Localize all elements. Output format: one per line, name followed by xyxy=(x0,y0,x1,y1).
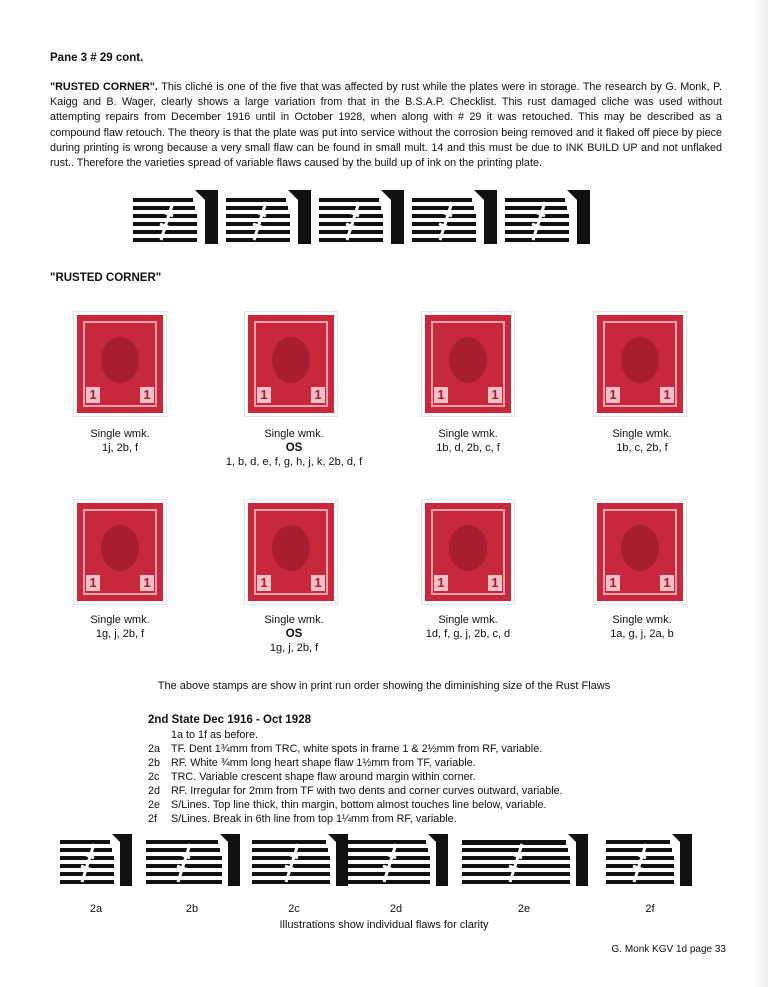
flaw-illustration xyxy=(319,190,404,244)
state-item: 2c TRC. Variable crescent shape flaw around margin within corner. xyxy=(148,771,476,783)
stamp-caption: Single wmk. 1b, d, 2b, c, f xyxy=(436,428,500,454)
intro-text: This cliché is one of the five that was affected by rust while the plates were in storage. The research by G. Monk, P. Kaigg and B. Wager, clearly shows a large variation from that in the B.S.A.P. Checklist. This rust damaged cliche was used without attempting repairs from December 1916 until in October 1928, when along with # 29 it was retouched. This may be described as a compound flaw retouch. The theory is that the plate was put into service without the corrosion being removed and it flaked off piece by piece during printing is wrong because a very small flaw can be found in small mult. 14 and this must be due to INK BUILD UP and not unflaked rust.. Therefore the varieties spread of variable flaws caused by the build up of ink on the printing plate. xyxy=(50,81,722,170)
stamp-image: 1 1 xyxy=(597,315,683,413)
illustrations-note: Illustrations show individual flaws for clarity xyxy=(279,919,489,931)
flaw-label: 2e xyxy=(517,903,531,915)
stamp-caption: Single wmk. 1a, g, j, 2a, b xyxy=(610,614,674,640)
flaw-illustration xyxy=(412,190,497,244)
stamp-caption: Single wmk. 1j, 2b, f xyxy=(90,428,150,454)
flaw-strip-top xyxy=(133,190,590,244)
run-order-note: The above stamps are show in print run order showing the diminishing size of the Rust Flaws xyxy=(157,680,611,692)
flaw-illustration-2d xyxy=(348,834,448,886)
flaw-illustration-2b xyxy=(146,834,240,886)
state-item: 2d RF. Irregular for 2mm from TF with two dents and corner curves outward, variable. xyxy=(148,785,563,797)
stamp-image: 1 1 xyxy=(597,503,683,601)
flaw-illustration-2a xyxy=(60,834,132,886)
stamp-caption: Single wmk. 1d, f, g, j, 2b, c, d xyxy=(425,614,511,640)
section-title: "RUSTED CORNER" xyxy=(50,272,162,284)
stamp-image: 1 1 xyxy=(77,315,163,413)
flaw-illustration-2e xyxy=(462,834,588,886)
flaw-illustration xyxy=(505,190,590,244)
stamp-caption: Single wmk. OS 1, b, d, e, f, g, h, j, k, 2b, d, f xyxy=(225,428,363,468)
state-item: 2b RF. White ¾mm long heart shape flaw 1½mm from TF, variable. xyxy=(148,757,476,769)
flaw-illustration xyxy=(133,190,218,244)
flaw-label: 2a xyxy=(89,903,103,915)
state-list xyxy=(148,728,563,826)
state-title: 2nd State Dec 1916 - Oct 1928 xyxy=(148,714,311,726)
flaw-label: 2d xyxy=(389,903,403,915)
page-heading: Pane 3 # 29 cont. xyxy=(50,52,144,64)
flaw-illustration-2f xyxy=(606,834,692,886)
flaw-illustration xyxy=(226,190,311,244)
flaw-illustration-2c xyxy=(252,834,348,886)
stamp-image: 1 1 xyxy=(248,315,334,413)
page-edge-shadow xyxy=(754,0,768,987)
stamp-image: 1 1 xyxy=(425,315,511,413)
stamp-caption: Single wmk. OS 1g, j, 2b, f xyxy=(264,614,324,654)
intro-paragraph xyxy=(50,80,722,171)
state-item: 1a to 1f as before. xyxy=(171,729,259,741)
flaw-label: 2f xyxy=(645,903,655,915)
state-item: 2f S/Lines. Break in 6th line from top 1¼mm from RF, variable. xyxy=(148,813,457,825)
stamp-image: 1 1 xyxy=(425,503,511,601)
stamp-caption: Single wmk. 1b, c, 2b, f xyxy=(612,428,672,454)
page-footer: G. Monk KGV 1d page 33 xyxy=(611,944,726,955)
stamp-image: 1 1 xyxy=(77,503,163,601)
stamp-caption: Single wmk. 1g, j, 2b, f xyxy=(90,614,150,640)
state-item: 2e S/Lines. Top line thick, thin margin, bottom almost touches line below, variable. xyxy=(148,799,547,811)
stamp-image: 1 1 xyxy=(248,503,334,601)
flaw-label: 2b xyxy=(185,903,199,915)
flaw-label: 2c xyxy=(288,903,300,915)
intro-bold: "RUSTED CORNER". xyxy=(50,81,158,93)
state-item: 2a TF. Dent 1¾mm from TRC, white spots in frame 1 & 2½mm from RF, variable. xyxy=(148,743,543,755)
